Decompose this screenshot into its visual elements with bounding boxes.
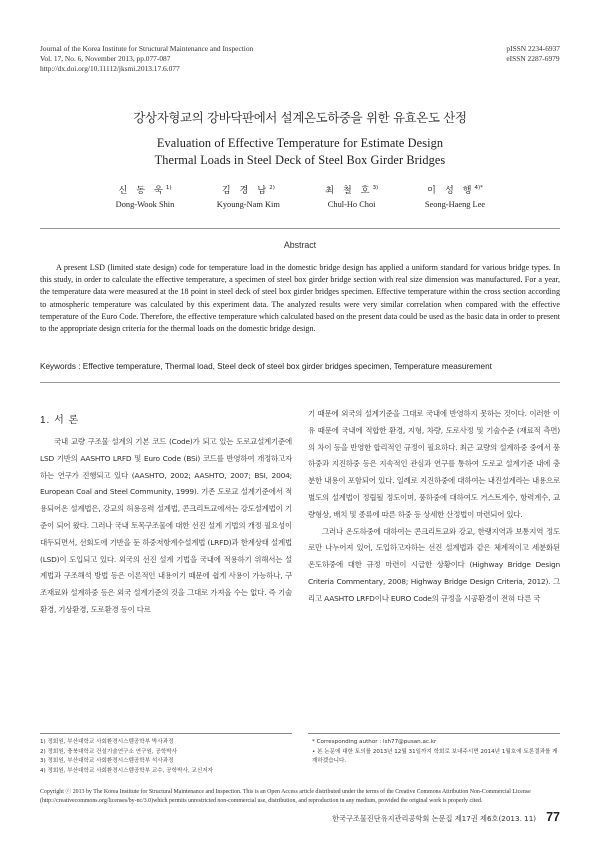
title-en-line-2: Thermal Loads in Steel Deck of Steel Box Girder Bridges [154, 153, 446, 167]
journal-name: Journal of the Korea Institute for Structural Maintenance and Inspection [40, 44, 254, 53]
corresponding-footnotes [312, 738, 560, 767]
title-en-line-1: Evaluation of Effective Temperature for Estimate Design [156, 136, 444, 150]
abstract-top-rule [40, 228, 560, 229]
body-paragraph: 기 때문에 외국의 설계기준을 그대로 국내에 반영하지 못하는 것이다. 이러한 이유 때문에 국내에 적합한 환경, 지형, 차량, 도로사정 및 기술수준 (재료적 측면)의 차이 등을 반영한 합리적인 규정이 필요하다. 최근 교량의 설계하중 중에서 풍하중과 지진하중 등은 지속적인 관심과 연구를 통하여 도로교 설계기준 내에 충분한 내용이 포함되어 있다. 일례로 지진하중에 대하여는 내진설계라는 내용으로 별도의 설계법이 정립될 정도이며, 풍하중에 대하여도 거스트계수, 항력계수, 교량형상, 배치 및 종류에 따른 하중 등 상세한 산정법이 마련되어 있다. [308, 409, 560, 519]
abstract-bottom-rule [40, 382, 560, 383]
page-number: 77 [546, 810, 560, 824]
author-name-ko: 최 철 호 [325, 185, 373, 196]
section-title: 1. 서 론 [40, 415, 80, 426]
author-name-en: Chul-Ho Choi [327, 200, 376, 209]
author-name-ko: 신 동 욱 [118, 185, 166, 196]
author [302, 182, 402, 209]
footnote-rule-left [40, 733, 292, 734]
journal-volume: Vol. 17, No. 6, November 2013, pp.077-087 [40, 54, 171, 63]
copyright-notice: Copyright ⓒ 2013 by The Korea Institute for Structural Maintenance and Inspection. This is an Open Access article distributed under the terms of the Creative Commons Attribution Non-Commercial License (http://creativecommons.org/licenses/by-nc/3.0)which permits unrestricted non-commercial use, distribution, and reproduction in any medium, provided the original work is properly cited. [40, 789, 531, 805]
eissn: eISSN 2287-6979 [506, 54, 560, 63]
author-name-ko: 이 성 행 [427, 185, 475, 196]
footnote: 4) 정회원, 부산대학교 사회환경시스템공학부 교수, 공학박사, 교신저자 [40, 767, 214, 774]
discussion-note: • 본 논문에 대한 토의를 2013년 12월 31일까지 학회로 보내주시면 2014년 1월호에 토론결과를 게재하겠습니다. [312, 748, 558, 764]
body-paragraph: 그러나 온도하중에 대하여는 콘크리트교와 강교, 한랭지역과 보통지역 정도로만 나누어져 있어, 도입하고자하는 선진 설계법과 같은 체계적이고 세분화된 온도하중에 대한 규정 마련이 시급한 상황이다 (Highway Bridge Design Criteria Commentary, 2008; Highway Bridge Design Criteria, 2012). 그리고 AASHTO LRFD이나 EURO Code의 규정을 시공환경이 전혀 다른 국 [308, 526, 560, 603]
page-footer [332, 810, 560, 824]
author-name-en: Dong-Wook Shin [115, 200, 175, 209]
footnote: 2) 정회원, 충북대학교 건설기술연구소 연구원, 공학박사 [40, 748, 178, 755]
author-list [95, 182, 505, 209]
paper-title-korean: 강상자형교의 강바닥판에서 설계온도하중을 위한 유효온도 산정 [133, 110, 467, 125]
body-paragraph: 국내 교량 구조물 설계의 기본 코드 (Code)가 되고 있는 도로교설계기준에 LSD 기반의 AASHTO LRFD 및 Euro Code (BSi) 코드를 반영하여 개정하고자 하는 연구가 진행되고 있다 (AASHTO, 2002; AASHTO, 2007; BSI, 2004; European Coal and Steel Community, 1999). 기존 도로교 설계기준에서 적용되어온 설계법은, 강교의 허용응력 설계법, 콘크리트교에서는 강도설계법이 기준이 되어 왔다. 그러나 국내 토목구조물에 대한 선진 설계 기법의 개정 필요성이 대두되면서, 선회도에 기반을 둔 하중저항계수설계법 (LRFD)과 한계상태 설계법 (LSD)이 도입되고 있다. 외국의 선진 설계 기법을 국내에 적용하기 위해서는 설계법과 구조해석 방법 등은 이론적인 내용이기 때문에 쉽게 사용이 가능하나, 구조재료와 설계하중 등은 외국 설계기준의 것을 그대로 가져올 수는 없다. 즉 기술환경, 기상환경, 도로환경 등이 다르 [40, 437, 292, 614]
keywords: Keywords : Effective temperature, Thermal load, Steel deck of steel box girder bridges specimen, Temperature measurement [40, 362, 492, 371]
author [198, 182, 298, 209]
author [95, 182, 195, 209]
author-name-en: Kyoung-Nam Kim [216, 200, 280, 209]
paper-title-english [0, 135, 600, 169]
affiliation-footnotes [40, 738, 292, 776]
footnote-rule-right [308, 733, 560, 734]
author-name-ko: 김 경 남 [221, 185, 270, 196]
abstract-heading: Abstract [283, 240, 317, 250]
journal-header [40, 44, 253, 74]
body-column-left [40, 434, 292, 619]
abstract-body: A present LSD (limited state design) code for temperature load in the domestic bridge design has applied a uniform standard for various bridge types. In this study, in order to calculate the effective temperature, a specimen of steel box girder bridge section with real size dimension was manufactured. For a year, the temperature data were measured at the 18 point in steel deck of steel box girder bridges specimen. Effective temperature within the cross section according to atmospheric temperature was calculated by this experiment data. The analyzed results were very similar correlation when compared with the effective temperature of the Euro Code. Therefore, the effective temperature which calculated based on the present data could be used as the basic data in order to present to the appropriate design criteria for the thermal loads on the domestic bridge design. [40, 263, 560, 334]
author-name-en: Seong-Haeng Lee [424, 200, 486, 209]
footer-journal: 한국구조물진단유지관리공학회 논문집 제17권 제6호(2013. 11) [332, 814, 537, 823]
author [405, 182, 505, 209]
pissn: pISSN 2234-6937 [506, 44, 560, 53]
author-affiliation-mark: 3) [372, 184, 379, 191]
issn-block [506, 44, 560, 64]
corresponding-author: * Corresponding author : lsh77@pusan.ac.kr [312, 739, 437, 745]
footnote: 3) 정회원, 부산대학교 사회환경시스템공학부 석사과정 [40, 758, 174, 764]
author-affiliation-mark: 4)* [474, 184, 483, 191]
body-column-right [308, 406, 560, 608]
footnote: 1) 정회원, 부산대학교 사회환경시스템공학부 박사과정 [40, 739, 174, 745]
author-affiliation-mark: 2) [269, 184, 275, 191]
doi-link[interactable]: http://dx.doi.org/10.11112/jksmi.2013.17.6.077 [40, 64, 180, 73]
author-affiliation-mark: 1) [165, 184, 172, 191]
